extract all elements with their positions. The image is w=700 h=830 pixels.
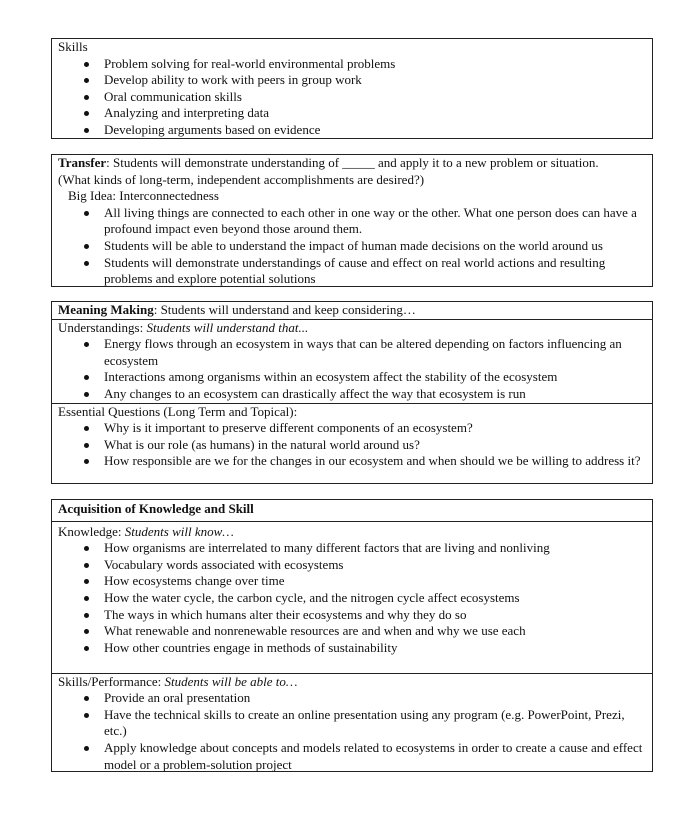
meaning-box — [51, 301, 653, 484]
list-item: What renewable and nonrenewable resources are and when and why we use each — [104, 623, 646, 640]
list-item: How the water cycle, the carbon cycle, and the nitrogen cycle affect ecosystems — [104, 590, 646, 607]
list-item: Interactions among organisms within an ecosystem affect the stability of the ecosystem — [104, 369, 646, 386]
list-item: All living things are connected to each other in one way or the other. What one person does can have a profound impact even beyond those around them. — [104, 205, 646, 238]
transfer-intro: : Students will demonstrate understanding of _____ and apply it to a new problem or situation. — [106, 155, 599, 170]
acquisition-heading-section — [52, 500, 652, 521]
list-item: Vocabulary words associated with ecosystems — [104, 557, 646, 574]
list-item: The ways in which humans alter their ecosystems and why they do so — [104, 607, 646, 624]
questions-label: Essential Questions (Long Term and Topical): — [58, 403, 298, 419]
list-item: How responsible are we for the changes in our ecosystem and when should we be willing to address it? — [104, 453, 646, 470]
list-item: Provide an oral presentation — [104, 690, 646, 707]
performance-list — [58, 690, 646, 773]
list-item: Energy flows through an ecosystem in ways that can be altered depending on factors influencing an ecosystem — [104, 336, 646, 369]
transfer-question: (What kinds of long-term, independent accomplishments are desired?) — [58, 171, 425, 187]
knowledge-list — [58, 540, 646, 656]
list-item: Apply knowledge about concepts and models related to ecosystems in order to create a cause and effect model or a problem-solution project — [104, 740, 646, 773]
performance-label: Skills/Performance: — [58, 673, 165, 689]
acquisition-box — [51, 499, 653, 772]
list-item: Developing arguments based on evidence — [104, 122, 646, 139]
skills-box — [51, 38, 653, 139]
list-item: Have the technical skills to create an online presentation using any program (e.g. PowerPoint, Prezi, etc.) — [104, 707, 646, 740]
list-item: How other countries engage in methods of sustainability — [104, 640, 646, 657]
meaning-heading-section — [52, 302, 652, 319]
transfer-box — [51, 154, 653, 287]
questions-list — [58, 420, 646, 470]
understandings-label-line — [58, 320, 646, 337]
knowledge-label-line — [58, 524, 646, 541]
transfer-section — [52, 155, 652, 288]
list-item: How organisms are interrelated to many different factors that are living and nonliving — [104, 540, 646, 557]
transfer-list — [58, 205, 646, 288]
knowledge-section — [52, 521, 652, 673]
list-item: Students will be able to understand the impact of human made decisions on the world around us — [104, 238, 646, 255]
list-item: Any changes to an ecosystem can drastically affect the way that ecosystem is run — [104, 386, 646, 403]
performance-label-line — [58, 674, 646, 691]
knowledge-subtitle: Students will know… — [124, 523, 234, 539]
list-item: Oral communication skills — [104, 89, 646, 106]
list-item: Problem solving for real-world environmental problems — [104, 56, 646, 73]
performance-section — [52, 673, 652, 774]
transfer-heading: Transfer — [58, 155, 107, 170]
meaning-heading: Meaning Making — [58, 302, 154, 317]
knowledge-label: Knowledge: — [58, 523, 125, 539]
big-idea: Big Idea: Interconnectedness — [68, 188, 219, 204]
skills-list — [58, 56, 646, 139]
acquisition-heading: Acquisition of Knowledge and Skill — [58, 501, 254, 516]
list-item: Analyzing and interpreting data — [104, 105, 646, 122]
understandings-subtitle: Students will understand that... — [146, 319, 309, 335]
transfer-intro-line — [58, 155, 646, 172]
skills-section — [52, 39, 652, 139]
performance-subtitle: Students will be able to… — [164, 673, 298, 689]
understandings-label: Understandings: — [58, 319, 147, 335]
understandings-list — [58, 336, 646, 402]
list-item: Students will demonstrate understandings of cause and effect on real world actions and resulting problems and explore potential solutions — [104, 255, 646, 288]
meaning-intro-line — [58, 302, 646, 319]
understandings-section — [52, 319, 652, 403]
list-item: Develop ability to work with peers in group work — [104, 72, 646, 89]
list-item: What is our role (as humans) in the natural world around us? — [104, 437, 646, 454]
meaning-intro: : Students will understand and keep considering… — [153, 302, 416, 317]
list-item: How ecosystems change over time — [104, 573, 646, 590]
questions-section — [52, 403, 652, 470]
skills-heading: Skills — [58, 39, 88, 54]
list-item: Why is it important to preserve different components of an ecosystem? — [104, 420, 646, 437]
